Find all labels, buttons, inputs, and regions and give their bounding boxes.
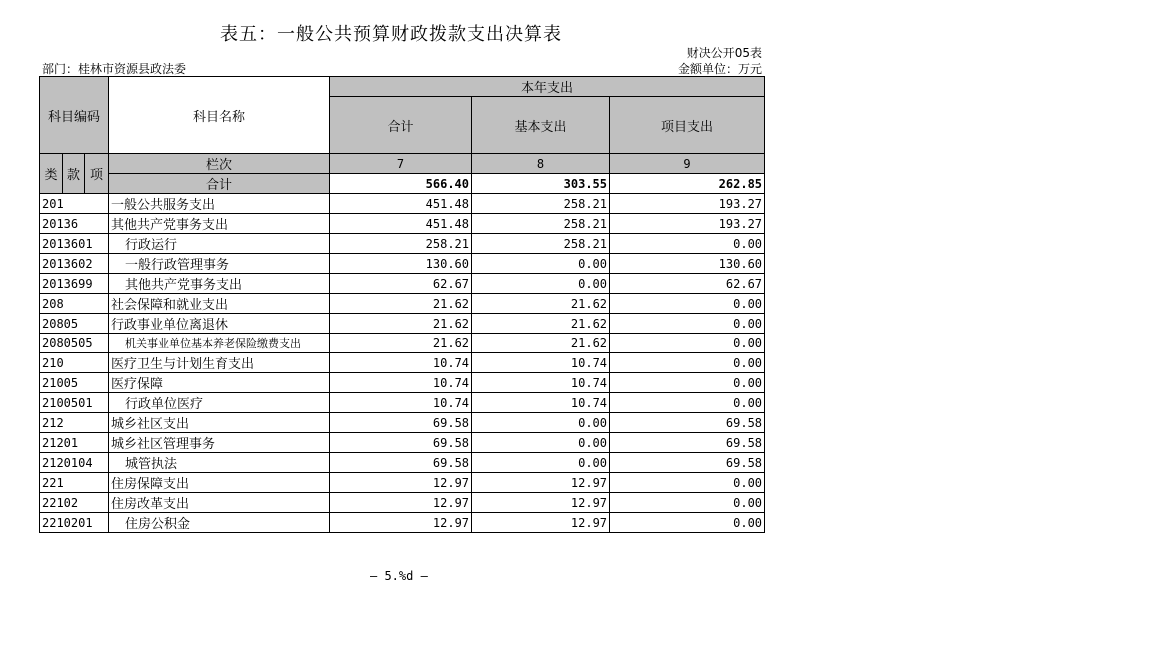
row-code: 20805 bbox=[40, 314, 109, 334]
row-total: 10.74 bbox=[330, 353, 472, 373]
row-code: 2210201 bbox=[40, 513, 109, 533]
row-project: 69.58 bbox=[610, 453, 765, 473]
row-total: 10.74 bbox=[330, 393, 472, 413]
table-row bbox=[40, 353, 765, 373]
header-col7: 7 bbox=[330, 154, 472, 174]
row-total: 21.62 bbox=[330, 314, 472, 334]
row-basic: 21.62 bbox=[472, 294, 610, 314]
row-total: 12.97 bbox=[330, 493, 472, 513]
row-name: 其他共产党事务支出 bbox=[109, 214, 330, 234]
row-project: 69.58 bbox=[610, 433, 765, 453]
row-basic: 258.21 bbox=[472, 234, 610, 254]
row-name: 行政运行 bbox=[109, 234, 330, 254]
row-name: 城乡社区管理事务 bbox=[109, 433, 330, 453]
row-total: 69.58 bbox=[330, 453, 472, 473]
header-project: 项目支出 bbox=[610, 97, 765, 154]
row-name: 医疗卫生与计划生育支出 bbox=[109, 353, 330, 373]
row-project: 0.00 bbox=[610, 473, 765, 493]
page-title: 表五：一般公共预算财政拨款支出决算表 bbox=[220, 24, 562, 45]
total-row-label: 合计 bbox=[109, 174, 330, 194]
row-project: 69.58 bbox=[610, 413, 765, 433]
row-total: 258.21 bbox=[330, 234, 472, 254]
row-basic: 12.97 bbox=[472, 473, 610, 493]
row-basic: 21.62 bbox=[472, 334, 610, 353]
row-basic: 12.97 bbox=[472, 493, 610, 513]
row-code: 21005 bbox=[40, 373, 109, 393]
header-col9: 9 bbox=[610, 154, 765, 174]
table-row bbox=[40, 413, 765, 433]
table-row bbox=[40, 194, 765, 214]
row-basic: 10.74 bbox=[472, 353, 610, 373]
row-basic: 21.62 bbox=[472, 314, 610, 334]
row-total: 69.58 bbox=[330, 413, 472, 433]
row-name: 机关事业单位基本养老保险缴费支出 bbox=[109, 334, 330, 353]
row-name: 住房改革支出 bbox=[109, 493, 330, 513]
table-row bbox=[40, 294, 765, 314]
row-name: 其他共产党事务支出 bbox=[109, 274, 330, 294]
row-total: 62.67 bbox=[330, 274, 472, 294]
row-code: 210 bbox=[40, 353, 109, 373]
table-row bbox=[40, 393, 765, 413]
header-basic: 基本支出 bbox=[472, 97, 610, 154]
total-row-basic: 303.55 bbox=[472, 174, 610, 194]
row-name: 行政事业单位离退休 bbox=[109, 314, 330, 334]
row-basic: 258.21 bbox=[472, 194, 610, 214]
table-row bbox=[40, 214, 765, 234]
row-project: 193.27 bbox=[610, 194, 765, 214]
row-name: 城乡社区支出 bbox=[109, 413, 330, 433]
row-code: 212 bbox=[40, 413, 109, 433]
row-code: 221 bbox=[40, 473, 109, 493]
row-name: 行政单位医疗 bbox=[109, 393, 330, 413]
table-row bbox=[40, 453, 765, 473]
header-total: 合计 bbox=[330, 97, 472, 154]
table-row bbox=[40, 513, 765, 533]
row-name: 一般公共服务支出 bbox=[109, 194, 330, 214]
row-basic: 0.00 bbox=[472, 274, 610, 294]
row-code: 2013699 bbox=[40, 274, 109, 294]
row-name: 城管执法 bbox=[109, 453, 330, 473]
row-basic: 0.00 bbox=[472, 433, 610, 453]
row-project: 0.00 bbox=[610, 334, 765, 353]
row-name: 住房公积金 bbox=[109, 513, 330, 533]
row-basic: 10.74 bbox=[472, 373, 610, 393]
row-name: 一般行政管理事务 bbox=[109, 254, 330, 274]
row-code: 2080505 bbox=[40, 334, 109, 353]
table-row bbox=[40, 433, 765, 453]
row-name: 医疗保障 bbox=[109, 373, 330, 393]
row-total: 451.48 bbox=[330, 194, 472, 214]
row-basic: 0.00 bbox=[472, 254, 610, 274]
header-kuan: 款 bbox=[63, 154, 85, 194]
row-total: 69.58 bbox=[330, 433, 472, 453]
row-basic: 0.00 bbox=[472, 453, 610, 473]
header-name: 科目名称 bbox=[109, 77, 330, 154]
header-year-expenditure: 本年支出 bbox=[330, 77, 765, 97]
header-lanci: 栏次 bbox=[109, 154, 330, 174]
row-total: 10.74 bbox=[330, 373, 472, 393]
page-footer: — 5.%d — bbox=[370, 569, 428, 583]
table-row bbox=[40, 493, 765, 513]
row-basic: 258.21 bbox=[472, 214, 610, 234]
unit-label: 金额单位：万元 bbox=[677, 62, 762, 76]
row-code: 208 bbox=[40, 294, 109, 314]
row-total: 21.62 bbox=[330, 334, 472, 353]
header-col8: 8 bbox=[472, 154, 610, 174]
header-lei: 类 bbox=[40, 154, 63, 194]
row-project: 193.27 bbox=[610, 214, 765, 234]
total-row-total: 566.40 bbox=[330, 174, 472, 194]
expenditure-table bbox=[39, 76, 765, 533]
row-code: 201 bbox=[40, 194, 109, 214]
row-code: 22102 bbox=[40, 493, 109, 513]
row-code: 21201 bbox=[40, 433, 109, 453]
row-code: 2120104 bbox=[40, 453, 109, 473]
row-basic: 10.74 bbox=[472, 393, 610, 413]
row-basic: 12.97 bbox=[472, 513, 610, 533]
row-code: 2100501 bbox=[40, 393, 109, 413]
row-total: 130.60 bbox=[330, 254, 472, 274]
table-row bbox=[40, 373, 765, 393]
header-xiang: 项 bbox=[85, 154, 109, 194]
table-row bbox=[40, 314, 765, 334]
form-number: 财决公开05表 bbox=[686, 46, 762, 60]
row-name: 社会保障和就业支出 bbox=[109, 294, 330, 314]
table-row bbox=[40, 234, 765, 254]
row-basic: 0.00 bbox=[472, 413, 610, 433]
table-row bbox=[40, 274, 765, 294]
row-code: 2013602 bbox=[40, 254, 109, 274]
total-row-project: 262.85 bbox=[610, 174, 765, 194]
row-project: 130.60 bbox=[610, 254, 765, 274]
row-project: 0.00 bbox=[610, 513, 765, 533]
row-project: 0.00 bbox=[610, 493, 765, 513]
row-project: 0.00 bbox=[610, 353, 765, 373]
row-code: 20136 bbox=[40, 214, 109, 234]
row-total: 12.97 bbox=[330, 473, 472, 493]
header-code: 科目编码 bbox=[40, 77, 109, 154]
row-project: 0.00 bbox=[610, 393, 765, 413]
row-project: 0.00 bbox=[610, 294, 765, 314]
row-total: 451.48 bbox=[330, 214, 472, 234]
row-project: 0.00 bbox=[610, 373, 765, 393]
row-total: 21.62 bbox=[330, 294, 472, 314]
department-label: 部门：桂林市资源县政法委 bbox=[42, 62, 187, 76]
table-row bbox=[40, 254, 765, 274]
row-name: 住房保障支出 bbox=[109, 473, 330, 493]
table-row bbox=[40, 334, 765, 353]
row-total: 12.97 bbox=[330, 513, 472, 533]
row-project: 62.67 bbox=[610, 274, 765, 294]
table-row bbox=[40, 473, 765, 493]
row-project: 0.00 bbox=[610, 314, 765, 334]
row-code: 2013601 bbox=[40, 234, 109, 254]
row-project: 0.00 bbox=[610, 234, 765, 254]
